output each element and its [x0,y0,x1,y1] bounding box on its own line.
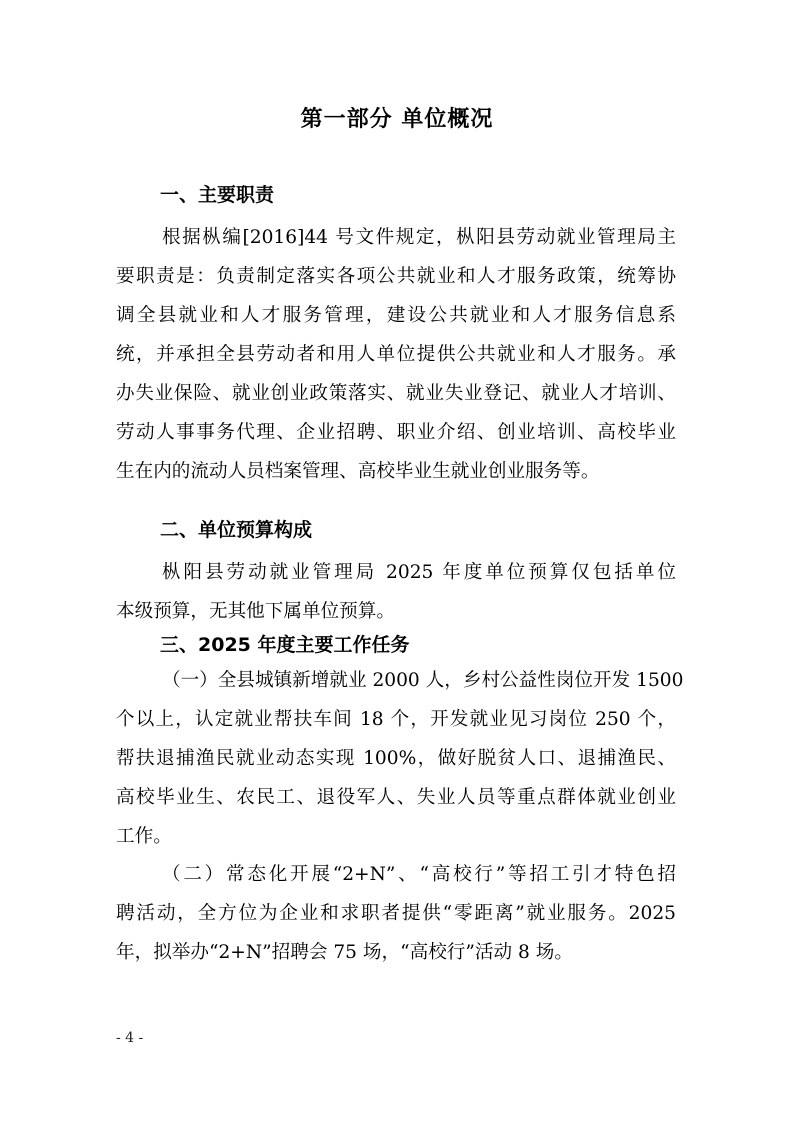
paragraph-line: 枞阳县劳动就业管理局 2025 年度单位预算仅包括单位 [162,562,676,583]
page-title: 第一部分 单位概况 [300,107,494,132]
paragraph-line: 劳动人事事务代理、企业招聘、职业介绍、创业培训、高校毕业 [116,422,676,443]
paragraph-line: 统，并承担全县劳动者和用人单位提供公共就业和人才服务。承 [116,344,676,365]
paragraph-line: 根据枞编[2016]44 号文件规定，枞阳县劳动就业管理局主 [162,227,676,248]
paragraph-line: 要职责是：负责制定落实各项公共就业和人才服务政策，统筹协 [116,266,676,287]
paragraph-line: 高校毕业生、农民工、退役军人、失业人员等重点群体就业创业 [116,787,676,808]
paragraph-line: （二）常态化开展“2+N”、“高校行”等招工引才特色招 [162,864,676,885]
paragraph-line: 工作。 [116,826,172,847]
page-number: - 4 - [116,1030,144,1046]
paragraph-line: 本级预算，无其他下属单位预算。 [116,601,395,622]
section-heading-main-duties: 一、主要职责 [160,184,275,206]
section-heading-main-tasks: 三、2025 年度主要工作任务 [160,634,410,656]
paragraph-line: 生在内的流动人员档案管理、高校毕业生就业创业服务等。 [116,461,600,482]
paragraph-line: （一）全县城镇新增就业 2000 人，乡村公益性岗位开发 1500 [162,670,684,691]
paragraph-line: 办失业保险、就业创业政策落实、就业失业登记、就业人才培训、 [116,383,676,404]
paragraph-line: 个以上，认定就业帮扶车间 18 个，开发就业见习岗位 250 个， [116,709,676,730]
paragraph-line: 年，拟举办“2+N”招聘会 75 场，“高校行”活动 8 场。 [116,942,573,963]
paragraph-line: 调全县就业和人才服务管理，建设公共就业和人才服务信息系 [116,305,676,326]
paragraph-line: 聘活动，全方位为企业和求职者提供“零距离”就业服务。2025 [116,903,676,924]
paragraph-line: 帮扶退捕渔民就业动态实现 100%，做好脱贫人口、退捕渔民、 [116,748,676,769]
section-heading-budget-structure: 二、单位预算构成 [160,519,313,541]
